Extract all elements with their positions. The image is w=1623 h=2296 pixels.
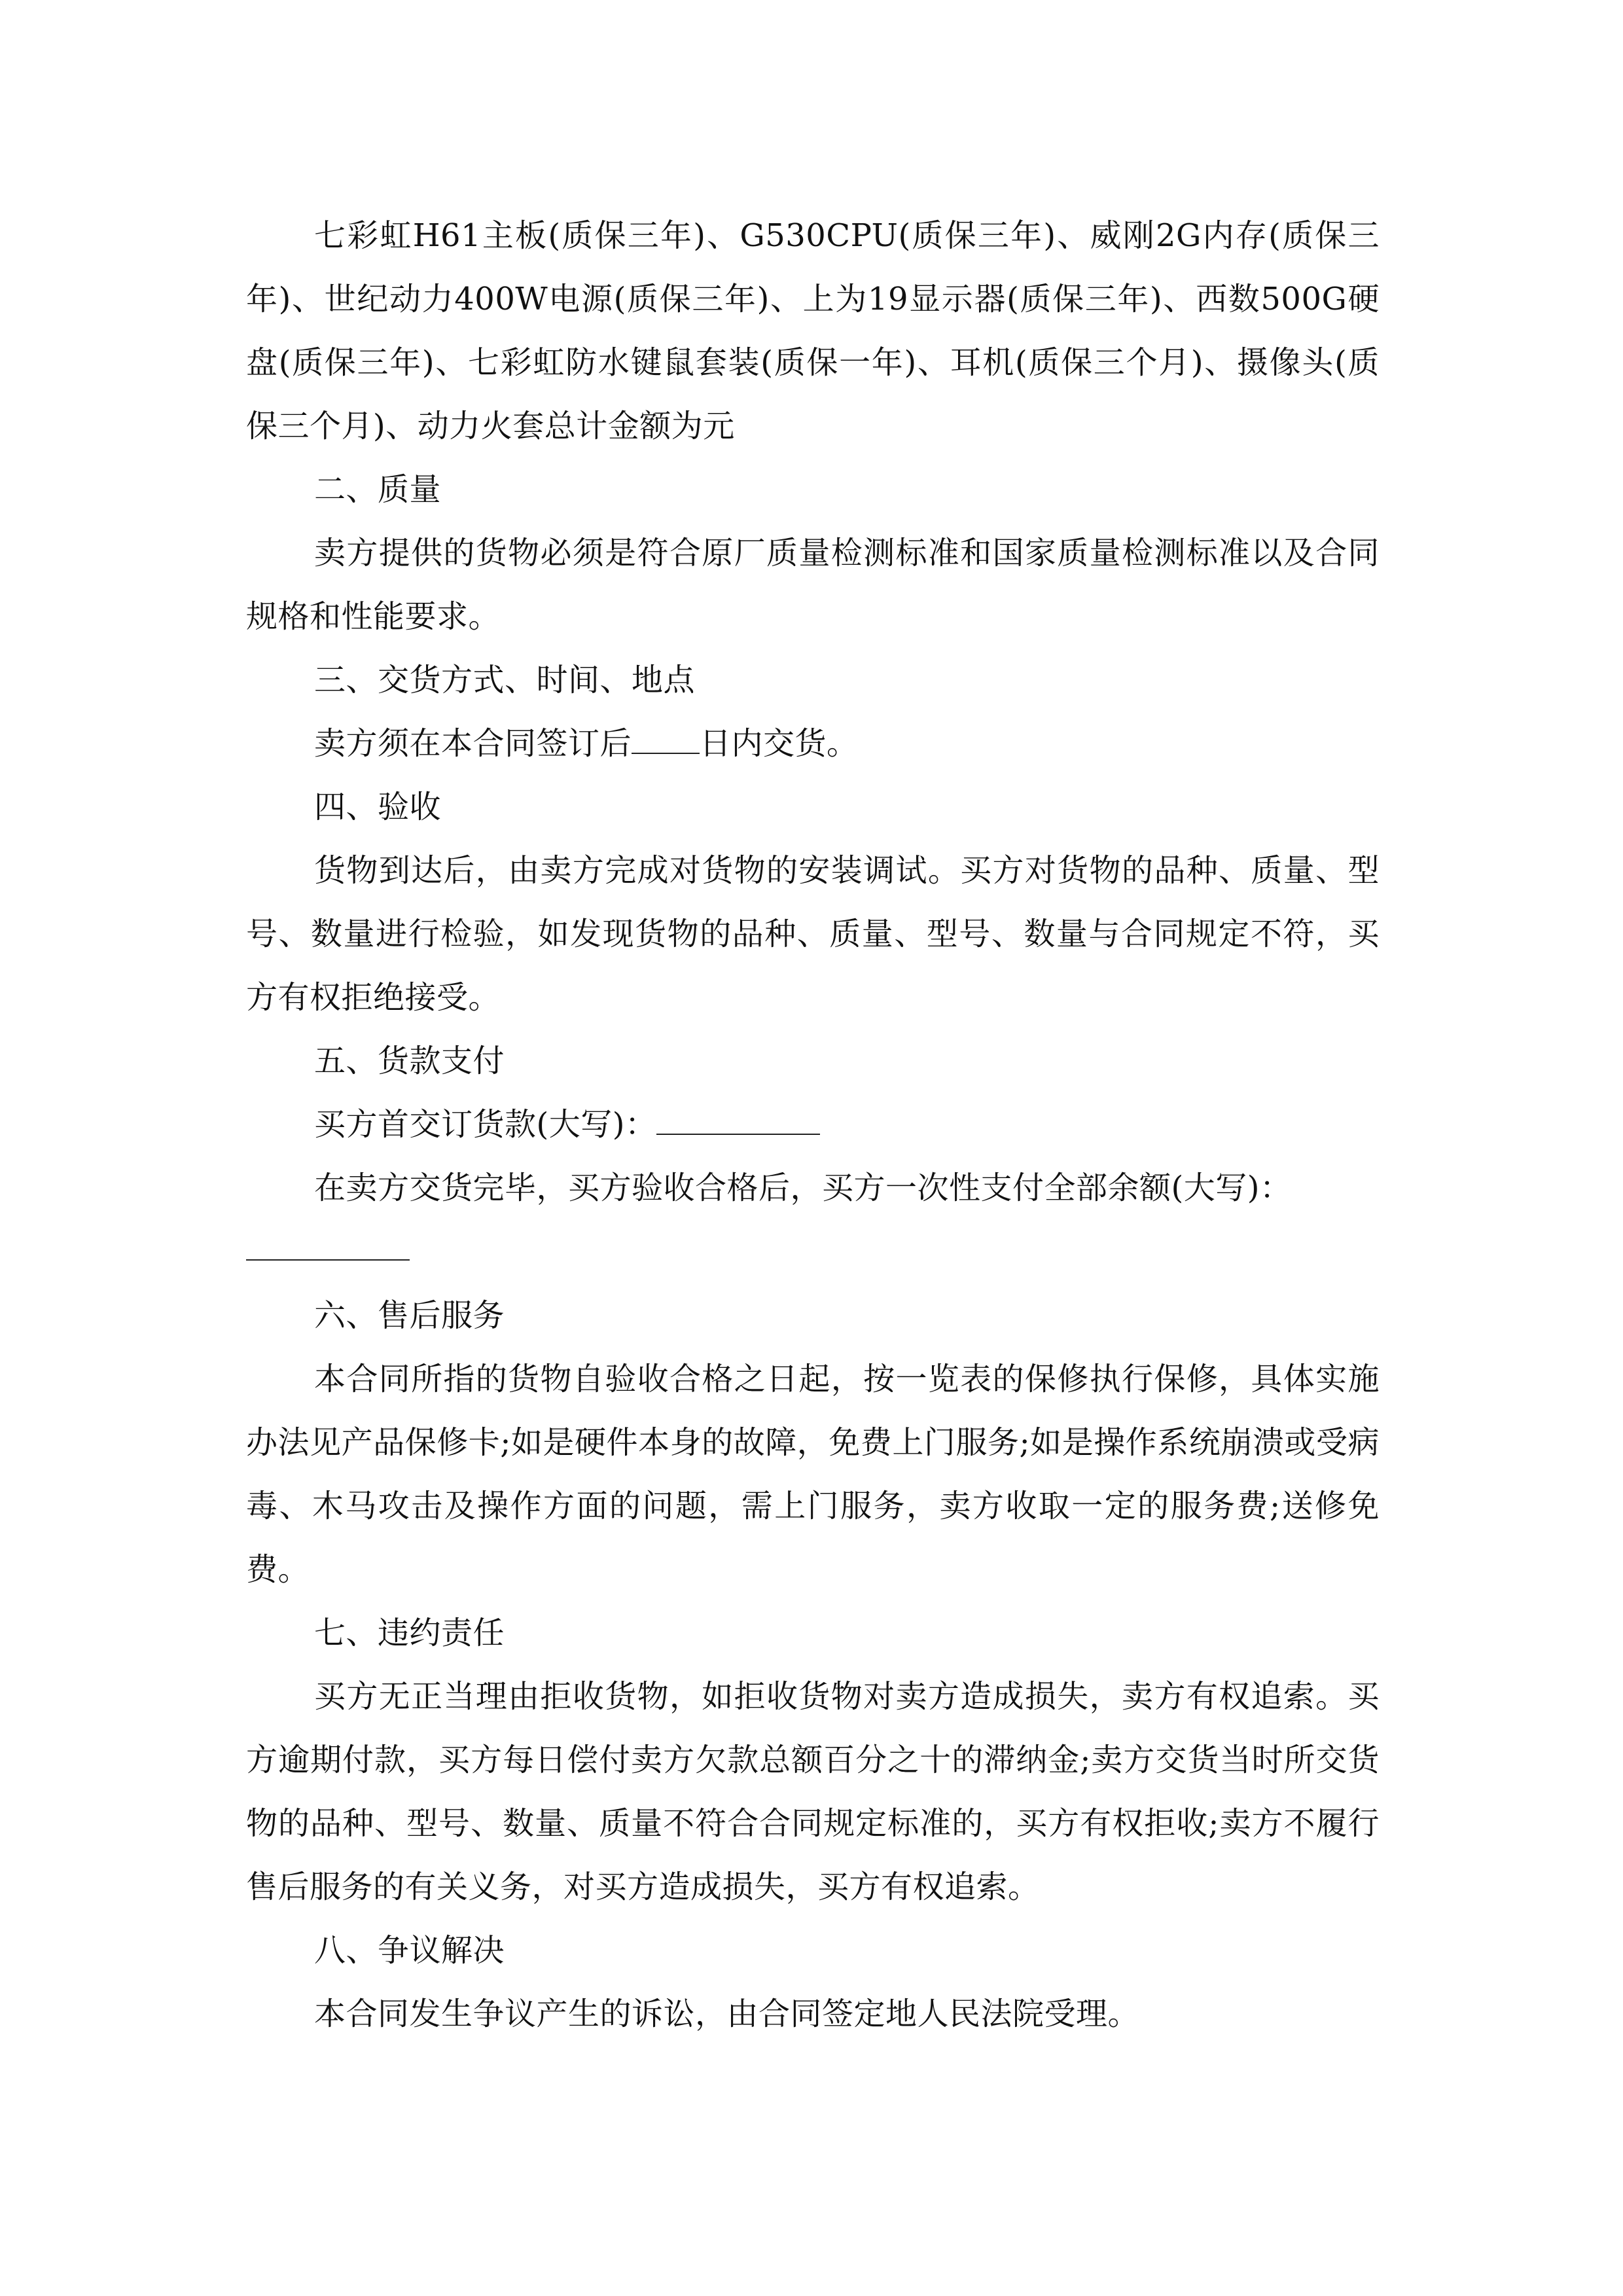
quality-heading: 二、质量 [314,471,442,508]
deposit-amount-blank [656,1107,820,1135]
dispute-paragraph: 本合同发生争议产生的诉讼，由合同签定地人民法院受理。 [314,1996,1140,2032]
delivery-text-before: 卖方须在本合同签订后 [314,725,632,762]
acceptance-paragraph: 货物到达后，由卖方完成对货物的安装调试。买方对货物的品种、质量、型号、数量进行检验，如发现货物的品种、质量、型号、数量与合同规定不符，买方有权拒绝接受。 [246,852,1380,1016]
balance-amount-blank [246,1259,410,1261]
delivery-text-after: 日内交货。 [700,725,859,762]
contract-body [246,204,1380,2046]
payment-deposit-label: 买方首交订货款(大写)： [314,1106,657,1143]
delivery-heading: 三、交货方式、时间、地点 [314,662,696,698]
product-list-paragraph: 七彩虹H61主板(质保三年)、G530CPU(质保三年)、威刚2G内存(质保三年)、世纪动力400W电源(质保三年)、上为19显示器(质保三年)、西数500G硬盘(质保三年)、七彩虹防水键鼠套装(质保一年)、耳机(质保三个月)、摄像头(质保三个月)、动力火套总计金额为元 [246,217,1380,444]
acceptance-heading: 四、验收 [314,789,442,825]
service-heading: 六、售后服务 [314,1297,505,1334]
quality-paragraph: 卖方提供的货物必须是符合原厂质量检测标准和国家质量检测标准以及合同规格和性能要求。 [246,535,1380,635]
payment-heading: 五、货款支付 [314,1043,505,1079]
payment-deposit-line [246,1093,1380,1157]
dispute-heading: 八、争议解决 [314,1932,505,1969]
breach-heading: 七、违约责任 [314,1615,505,1651]
delivery-paragraph [246,712,1380,776]
delivery-days-blank [632,726,700,754]
breach-paragraph: 买方无正当理由拒收货物，如拒收货物对卖方造成损失，卖方有权追索。买方逾期付款，买方每日偿付卖方欠款总额百分之十的滞纳金;卖方交货当时所交货物的品种、型号、数量、质量不符合合同规定标准的，买方有权拒收;卖方不履行售后服务的有关义务，对买方造成损失，买方有权追索。 [246,1678,1380,1905]
service-paragraph: 本合同所指的货物自验收合格之日起，按一览表的保修执行保修，具体实施办法见产品保修卡;如是硬件本身的故障，免费上门服务;如是操作系统崩溃或受病毒、木马攻击及操作方面的问题，需上门服务，卖方收取一定的服务费;送修免费。 [246,1361,1380,1588]
payment-balance-line: 在卖方交货完毕，买方验收合格后，买方一次性支付全部余额(大写)： [314,1170,1292,1206]
